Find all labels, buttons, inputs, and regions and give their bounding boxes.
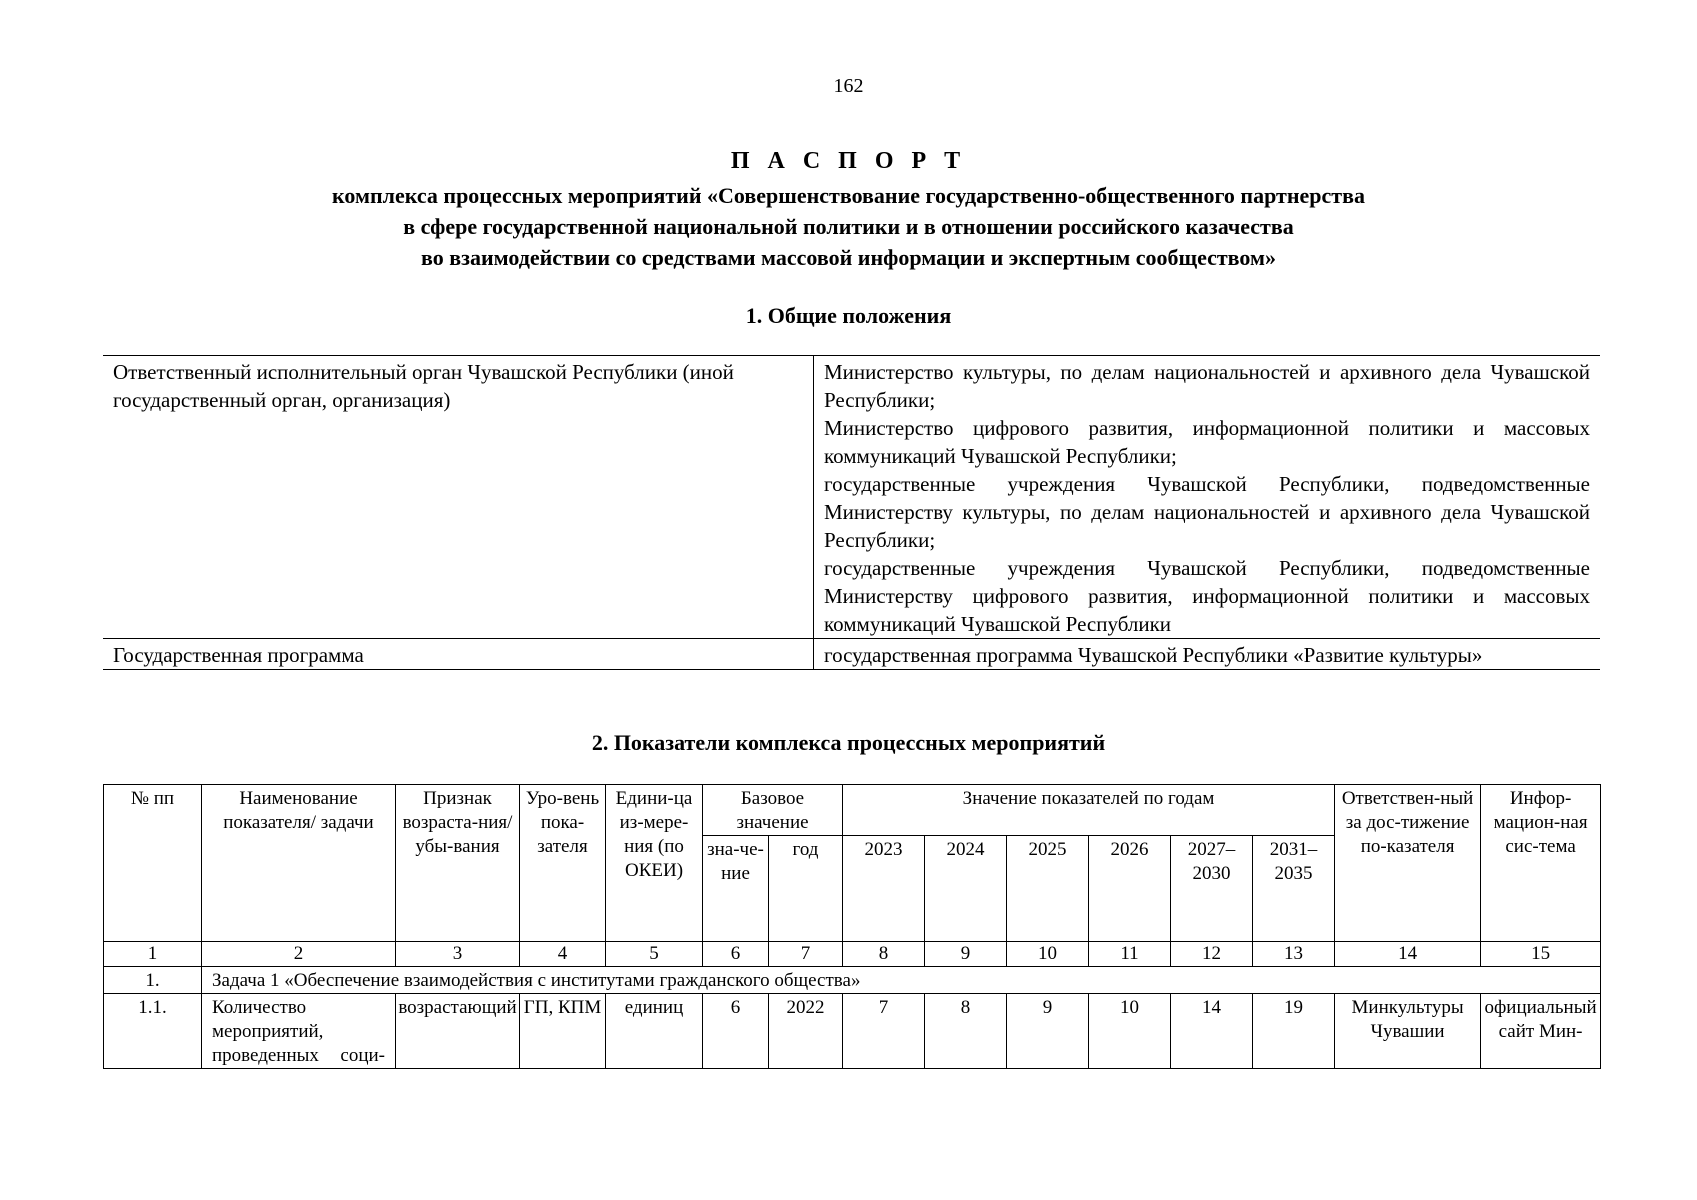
row-label: Ответственный исполнительный орган Чувашской Республики (иной государственный орган, организация) <box>103 356 814 639</box>
column-number: 6 <box>703 942 769 967</box>
section-1-heading: 1. Общие положения <box>745 303 952 328</box>
column-number: 3 <box>396 942 520 967</box>
header-sign: Признак возраста-ния/ убы-вания <box>396 785 520 942</box>
indicator-value: 19 <box>1253 994 1335 1069</box>
header-base-year: год <box>769 836 843 942</box>
task-number: 1. <box>104 967 202 994</box>
header-years-group: Значение показателей по годам <box>843 785 1335 836</box>
indicator-sign: возрастающий <box>396 994 520 1069</box>
indicator-level: ГП, КПМ <box>520 994 606 1069</box>
indicator-responsible: Минкультуры Чувашии <box>1335 994 1481 1069</box>
general-provisions-table <box>103 355 1600 670</box>
subtitle-line: в сфере государственной национальной политики и в отношении российского казачества <box>403 214 1294 239</box>
indicator-value: 8 <box>925 994 1007 1069</box>
header-info-system: Инфор-мацион-ная сис-тема <box>1481 785 1601 942</box>
indicator-unit: единиц <box>606 994 703 1069</box>
header-year: 2024 <box>925 836 1007 942</box>
column-number: 7 <box>769 942 843 967</box>
header-row <box>104 785 1601 836</box>
column-number: 2 <box>202 942 396 967</box>
column-number: 13 <box>1253 942 1335 967</box>
table-row <box>103 356 1600 639</box>
indicator-value: 10 <box>1089 994 1171 1069</box>
indicator-value: 7 <box>843 994 925 1069</box>
header-level: Уро-вень пока-зателя <box>520 785 606 942</box>
header-base: Базовое значение <box>703 785 843 836</box>
column-number: 14 <box>1335 942 1481 967</box>
header-num: № пп <box>104 785 202 942</box>
task-text: Задача 1 «Обеспечение взаимодействия с институтами гражданского общества» <box>202 967 1601 994</box>
header-unit: Едини-ца из-мере-ния (по ОКЕИ) <box>606 785 703 942</box>
table-row <box>103 639 1600 670</box>
subtitle-line: комплекса процессных мероприятий «Совершенствование государственно-общественного партнерства <box>332 183 1365 208</box>
column-number: 11 <box>1089 942 1171 967</box>
section-2-heading: 2. Показатели комплекса процессных мероприятий <box>591 730 1106 755</box>
subtitle-line: во взаимодействии со средствами массовой информации и экспертным сообществом» <box>421 245 1276 270</box>
value-paragraph: государственная программа Чувашской Республики «Развитие культуры» <box>824 643 1483 667</box>
column-number: 1 <box>104 942 202 967</box>
header-name: Наименование показателя/ задачи <box>202 785 396 942</box>
column-number: 9 <box>925 942 1007 967</box>
value-paragraph: Министерство цифрового развития, информационной политики и массовых коммуникаций Чувашской Республики; <box>824 416 1590 468</box>
column-number: 15 <box>1481 942 1601 967</box>
column-number: 5 <box>606 942 703 967</box>
value-paragraph: государственные учреждения Чувашской Республики, подведомственные Министерству культуры, по делам национальностей и архивного дела Чувашской Республики; <box>824 472 1590 552</box>
indicator-name: Количество мероприятий, проведенных соци- <box>202 994 396 1069</box>
indicator-base-year: 2022 <box>769 994 843 1069</box>
header-responsible: Ответствен-ный за дос-тижение по-казателя <box>1335 785 1481 942</box>
header-base-value: зна-че-ние <box>703 836 769 942</box>
row-label: Государственная программа <box>103 639 814 670</box>
document-title: П А С П О Р Т <box>730 148 967 174</box>
row-value <box>814 356 1601 639</box>
column-number: 4 <box>520 942 606 967</box>
value-paragraph: Министерство культуры, по делам национальностей и архивного дела Чувашской Республики; <box>824 360 1590 412</box>
indicator-info-system: официальный сайт Мин- <box>1481 994 1601 1069</box>
indicator-value: 14 <box>1171 994 1253 1069</box>
header-year: 2026 <box>1089 836 1171 942</box>
indicator-base-value: 6 <box>703 994 769 1069</box>
value-paragraph: государственные учреждения Чувашской Республики, подведомственные Министерству цифрового развития, информационной политики и массовых коммуникаций Чувашской Республики <box>824 556 1590 636</box>
row-value <box>814 639 1601 670</box>
document-subtitle <box>0 180 1697 273</box>
column-number: 12 <box>1171 942 1253 967</box>
header-year: 2027–2030 <box>1171 836 1253 942</box>
indicators-table <box>103 784 1601 1069</box>
column-number: 8 <box>843 942 925 967</box>
column-number-row <box>104 942 1601 967</box>
header-year: 2025 <box>1007 836 1089 942</box>
indicator-number: 1.1. <box>104 994 202 1069</box>
task-row <box>104 967 1601 994</box>
page-number: 162 <box>833 75 864 97</box>
header-year: 2031–2035 <box>1253 836 1335 942</box>
indicator-value: 9 <box>1007 994 1089 1069</box>
header-year: 2023 <box>843 836 925 942</box>
column-number: 10 <box>1007 942 1089 967</box>
indicator-row <box>104 994 1601 1069</box>
